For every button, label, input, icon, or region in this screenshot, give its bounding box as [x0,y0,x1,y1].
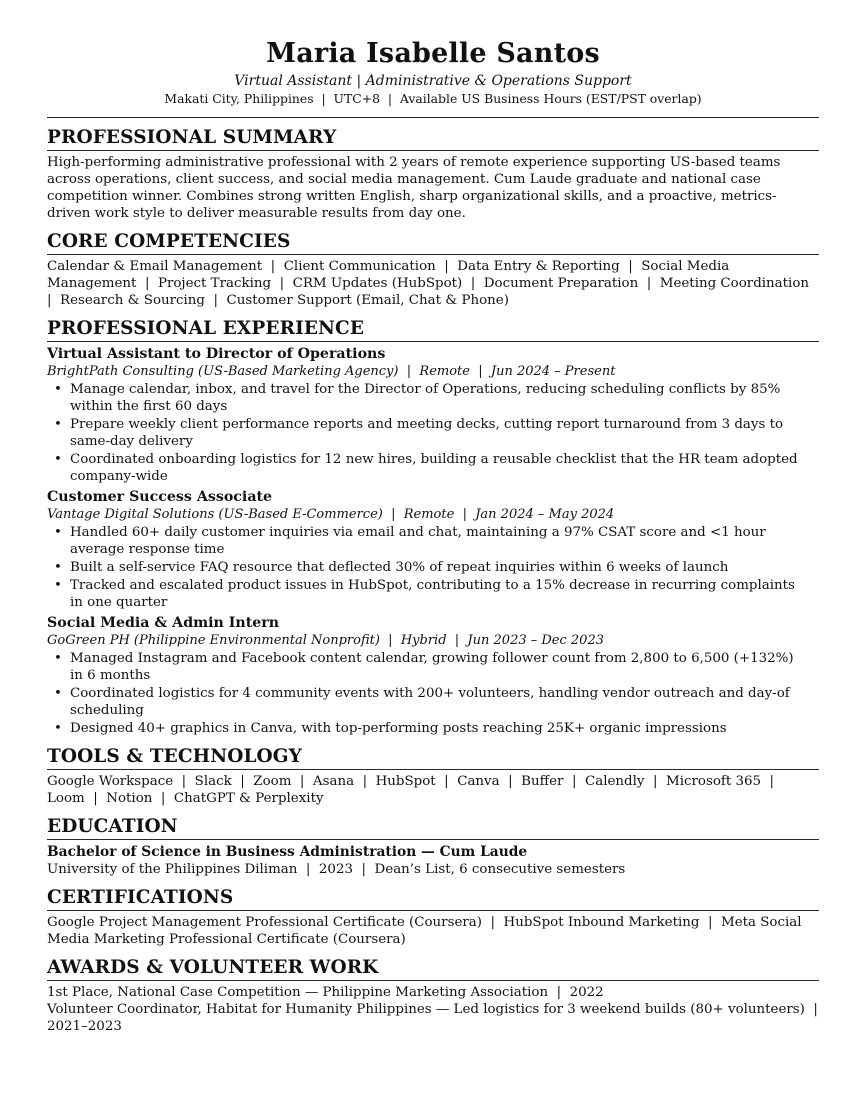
job-bullet-text: Handled 60+ daily customer inquiries via email and chat, maintaining a 97% CSAT score and <1 hour average response time [70,525,766,557]
section-divider [47,839,819,840]
candidate-name: Maria Isabelle Santos [266,38,600,69]
award-item: Volunteer Coordinator, Habitat for Humanity Philippines — Led logistics for 3 weekend builds (80+ volunteers) | 2021–2023 [47,1002,827,1034]
job-bullets [47,650,819,737]
section-divider [47,341,819,342]
bullet-icon: • [54,417,62,432]
job-bullet [54,416,819,450]
section-title-tools: TOOLS & TECHNOLOGY [47,746,302,767]
section-education [47,815,819,878]
job-bullet-text: Designed 40+ graphics in Canva, with top-performing posts reaching 25K+ organic impressions [70,721,727,736]
section-title-certifications: CERTIFICATIONS [47,887,234,908]
job-bullet [54,451,819,485]
job-meta: Vantage Digital Solutions (US-Based E-Commerce) | Remote | Jan 2024 – May 2024 [47,507,615,522]
bullet-icon: • [54,721,62,736]
section-summary [47,126,819,222]
resume-header [47,38,819,118]
job-title: Virtual Assistant to Director of Operations [47,346,386,362]
job-bullet-text: Built a self-service FAQ resource that deflected 30% of repeat inquiries within 6 weeks of launch [70,560,729,575]
section-experience [47,317,819,737]
header-divider [47,117,819,118]
section-awards [47,956,827,1035]
job-title: Social Media & Admin Intern [47,615,280,631]
job-entry [47,345,819,485]
section-title-experience: PROFESSIONAL EXPERIENCE [47,318,365,339]
section-tools [47,745,819,807]
job-bullet [54,577,819,611]
job-bullet-text: Coordinated logistics for 4 community events with 200+ volunteers, handling vendor outreach and day-of scheduling [70,686,790,718]
education-details: University of the Philippines Diliman | 2023 | Dean’s List, 6 consecutive semesters [47,862,626,877]
job-bullet [54,685,819,719]
section-divider [47,910,819,911]
job-bullet-text: Prepare weekly client performance reports and meeting decks, cutting report turnaround from 3 days to same-day delivery [70,417,784,449]
section-title-education: EDUCATION [47,816,178,837]
bullet-icon: • [54,578,62,593]
contact-line: Makati City, Philippines | UTC+8 | Available US Business Hours (EST/PST overlap) [164,91,702,106]
job-bullet [54,524,819,558]
section-divider [47,254,819,255]
job-bullet [54,559,819,576]
summary-text: High-performing administrative professional with 2 years of remote experience supporting US-based teams across operations, client success, and social media management. Cum Laude graduate and national case competition winner. Combines strong written English, sharp organizational skills, and a proactive, metrics-driven work style to deliver measurable results from day one. [47,155,781,221]
job-entry [47,614,819,737]
section-certifications [47,886,819,948]
section-divider [47,150,819,151]
bullet-icon: • [54,560,62,575]
job-title: Customer Success Associate [47,489,273,505]
job-bullet [54,650,819,684]
section-divider [47,769,819,770]
bullet-icon: • [54,651,62,666]
job-bullets [47,524,819,611]
bullet-icon: • [54,686,62,701]
job-bullet-text: Tracked and escalated product issues in HubSpot, contributing to a 15% decrease in recurring complaints in one quarter [70,578,795,610]
education-degree: Bachelor of Science in Business Administration — Cum Laude [47,844,528,860]
job-entry [47,488,819,611]
job-bullet-text: Manage calendar, inbox, and travel for the Director of Operations, reducing scheduling conflicts by 85% within the first 60 days [70,382,781,414]
bullet-icon: • [54,525,62,540]
bullet-icon: • [54,382,62,397]
job-bullet-text: Coordinated onboarding logistics for 12 new hires, building a reusable checklist that the HR team adopted company-wide [70,452,798,484]
job-bullets [47,381,819,485]
candidate-subtitle: Virtual Assistant | Administrative & Operations Support [234,73,632,89]
competencies-text: Calendar & Email Management | Client Communication | Data Entry & Reporting | Social Media Management | Project Tracking | CRM Updates (HubSpot) | Document Preparation | Meeting Coordination | Research & Sourcing | Customer Support (Email, Chat & Phone) [47,259,818,308]
job-meta: BrightPath Consulting (US-Based Marketing Agency) | Remote | Jun 2024 – Present [47,364,616,379]
tools-text: Google Workspace | Slack | Zoom | Asana | HubSpot | Canva | Buffer | Calendly | Microsoft 365 | Loom | Notion | ChatGPT & Perplexity [47,774,783,806]
job-bullet [54,381,819,415]
certifications-text: Google Project Management Professional Certificate (Coursera) | HubSpot Inbound Marketing | Meta Social Media Marketing Professional Certificate (Coursera) [47,915,806,947]
bullet-icon: • [54,452,62,467]
section-title-awards: AWARDS & VOLUNTEER WORK [47,957,379,978]
job-bullet-text: Managed Instagram and Facebook content calendar, growing follower count from 2,800 to 6,500 (+132%) in 6 months [70,651,794,683]
job-bullet [54,720,819,737]
section-divider [47,980,819,981]
section-competencies [47,230,819,309]
section-title-competencies: CORE COMPETENCIES [47,231,291,252]
section-title-summary: PROFESSIONAL SUMMARY [47,127,337,148]
award-item: 1st Place, National Case Competition — Philippine Marketing Association | 2022 [47,985,604,1000]
job-meta: GoGreen PH (Philippine Environmental Nonprofit) | Hybrid | Jun 2023 – Dec 2023 [47,633,604,648]
